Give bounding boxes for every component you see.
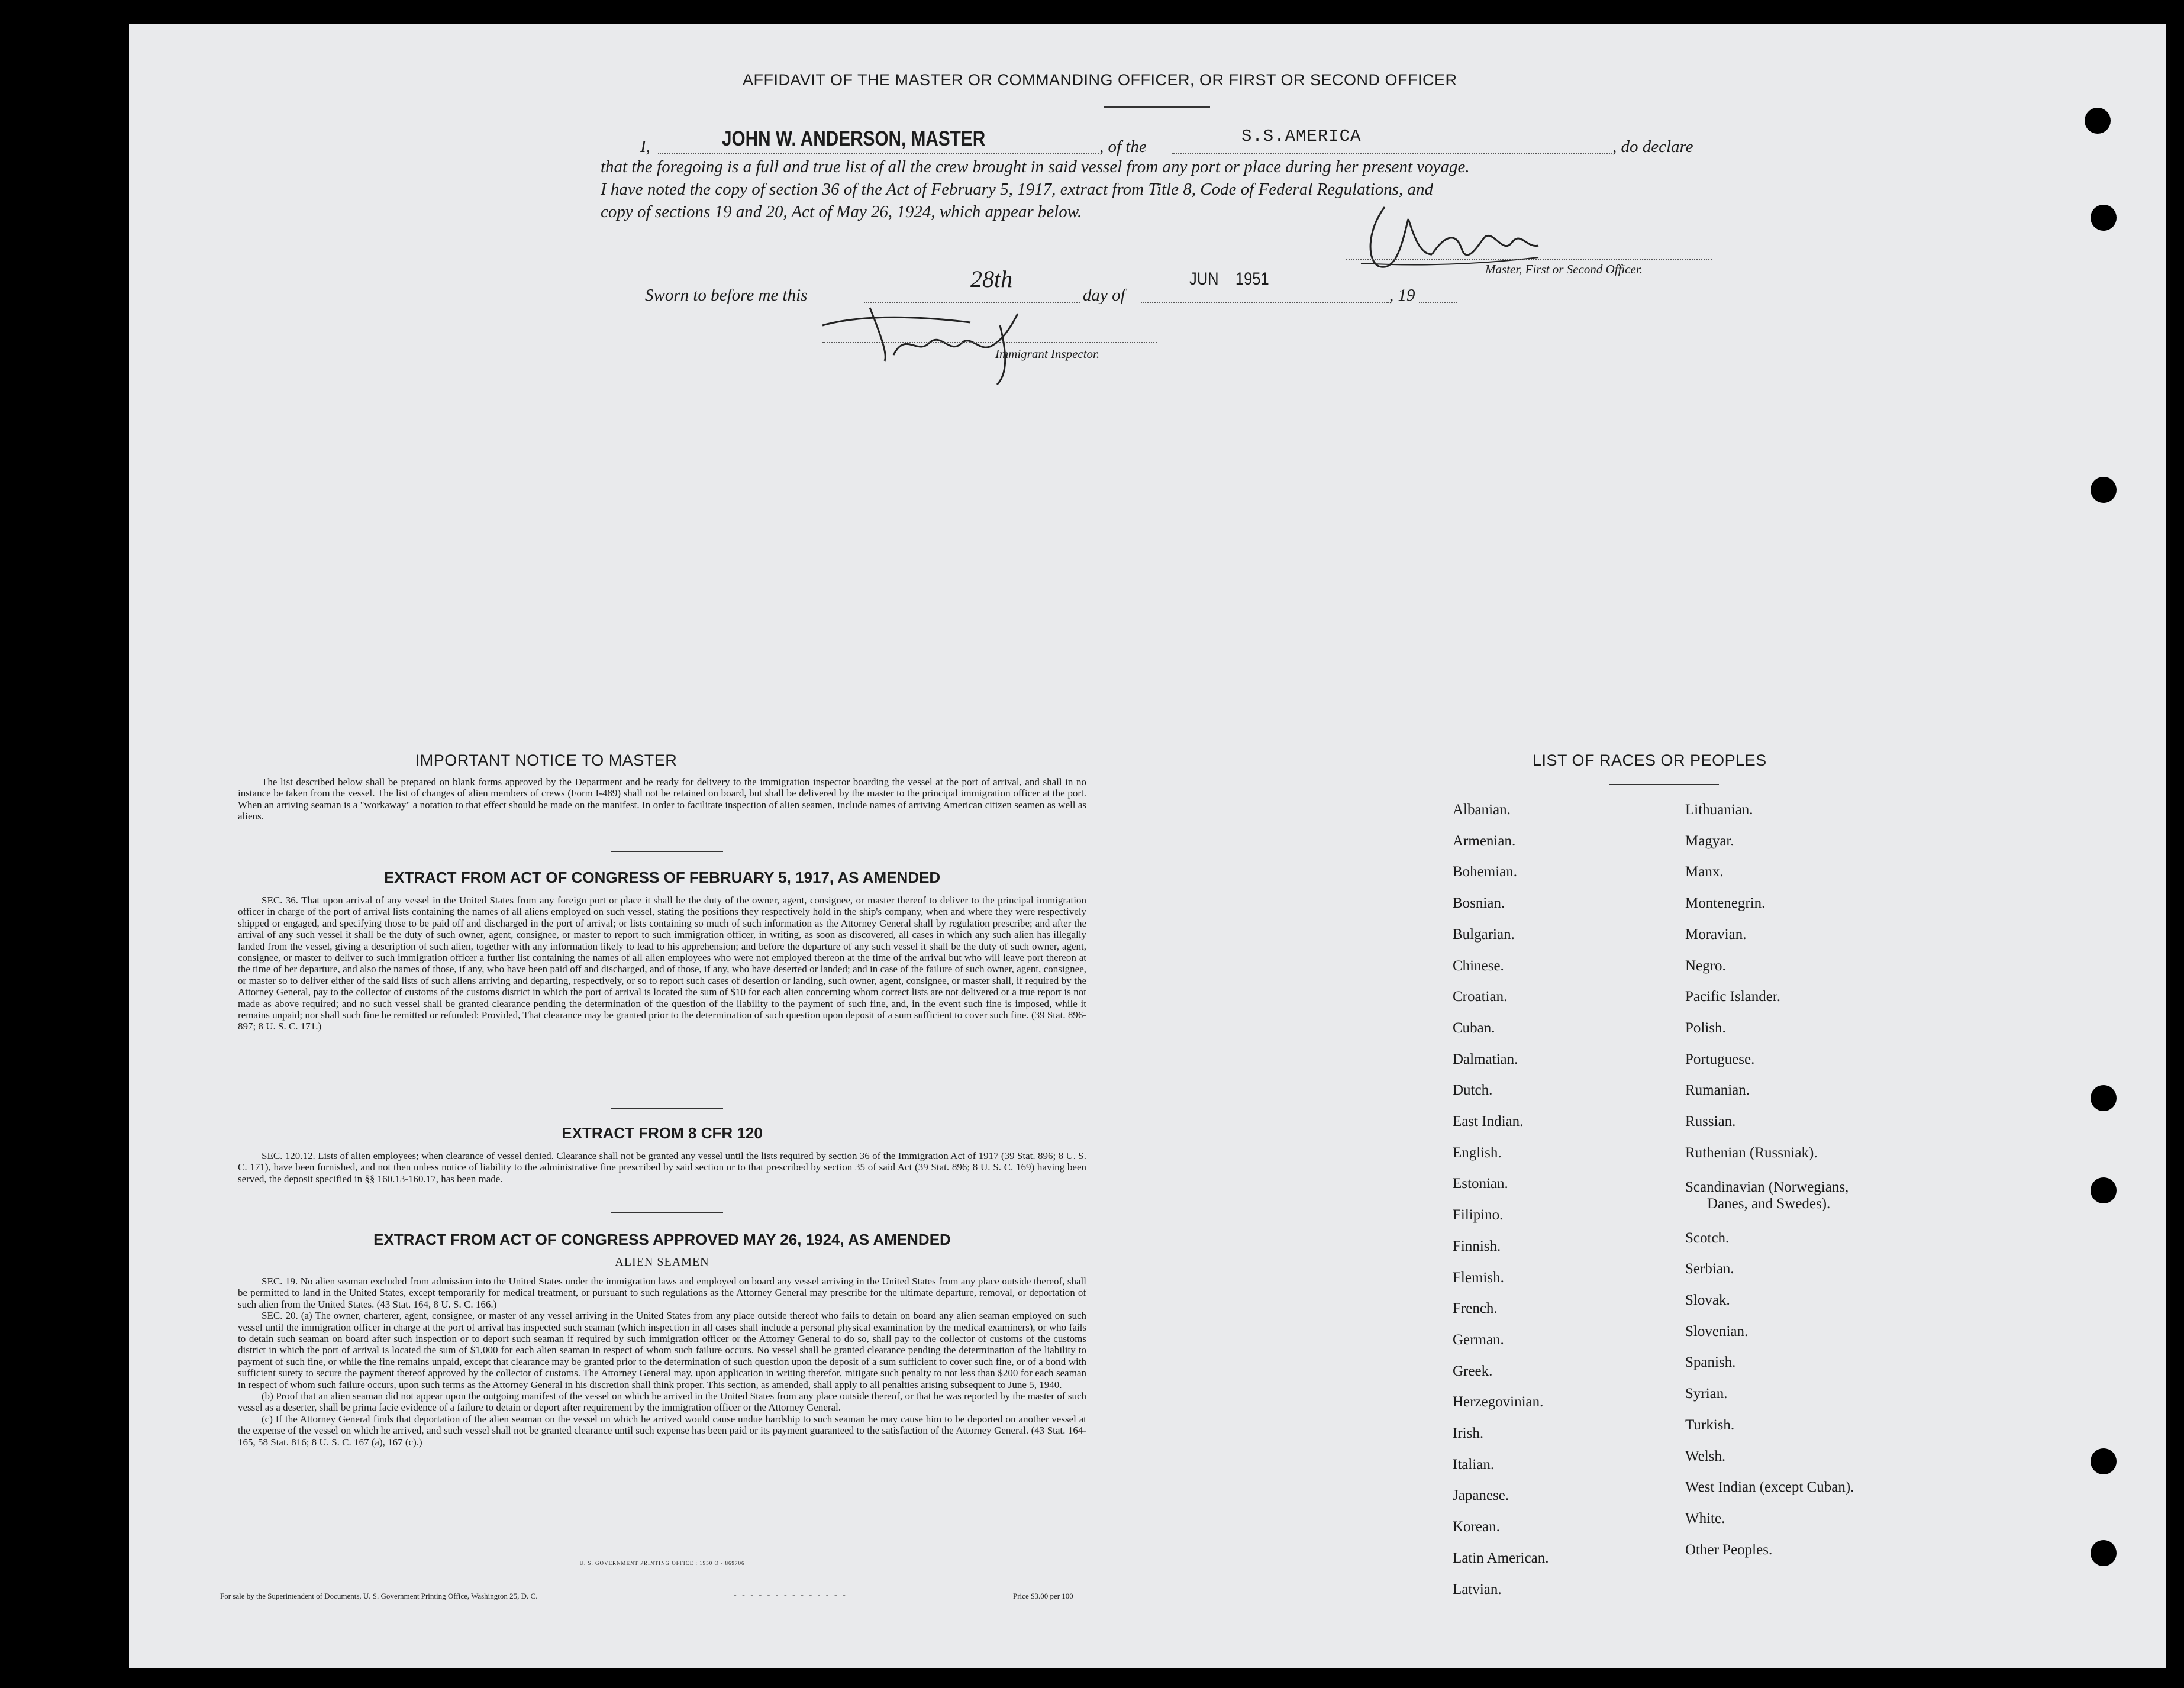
race-item: Filipino. [1453,1207,1504,1223]
notice-text [238,776,1086,822]
alien-seamen-subtitle: ALIEN SEAMEN [615,1255,709,1269]
race-item: Turkish. [1685,1417,1735,1433]
divider [611,851,723,852]
footer-sale-text: For sale by the Superintendent of Documents, U. S. Government Printing Office, Washington 25, D. C. [220,1592,538,1600]
binder-hole [2091,1177,2117,1203]
race-item: Montenegrin. [1685,895,1766,911]
vessel-name: S.S.AMERICA [1241,127,1362,146]
extract-cfr-paragraph: SEC. 120.12. Lists of alien employees; when clearance of vessel denied. Clearance shall not be granted any vessel until the lists required by section 36 of the Immigration Act of 1917 (39 Stat. 896; 8 U. S. C. 171), have been furnished, and not then unless notice of liability to the administrative fine prescribed by said section or to that prescribed by section 35 of said Act (39 Stat. 896; 8 U. S. C. 169) having been served, the deposit specified in §§ 160.13-160.17, has been made. [238,1150,1086,1184]
master-caption: Master, First or Second Officer. [1485,262,1643,276]
race-item: Finnish. [1453,1238,1501,1254]
inspector-signature [817,290,1089,390]
race-item: Serbian. [1685,1261,1734,1277]
extract-cfr-title: EXTRACT FROM 8 CFR 120 [562,1124,763,1142]
race-item: Irish. [1453,1425,1484,1441]
race-item: Russian. [1685,1114,1736,1129]
master-name: JOHN W. ANDERSON, MASTER [722,127,986,150]
binder-hole [2091,1085,2117,1111]
extract-1917-title: EXTRACT FROM ACT OF CONGRESS OF FEBRUARY 5, 1917, AS AMENDED [383,869,941,886]
extract-1917-paragraph: SEC. 36. That upon arrival of any vessel in the United States from any foreign port or place it shall be the duty of the owner, agent, consignee, or master thereof to deliver to the principal immigration officer in charge of the port of arrival lists containing the names of all aliens employed on such vessel, stating the positions they respectively hold in the ship's company, when and where they were respectively shipped or engaged, and specifying those to be paid off and discharged in the port of arrival; or lists containing so much of such information as the Attorney General shall by regulation prescribe; and after the arrival of any such vessel it shall be the duty of such owner, agent, consignee, or master to report to such immigration officer, in writing, as soon as discovered, all cases in which any such alien has illegally landed from the vessel, giving a description of such alien, together with any information likely to lead to his apprehension; and before the departure of any such vessel it shall be the duty of such owner, agent, consignee, or master to deliver to such immigration officer a further list containing the names of all alien employees who were not employed thereon at the time of the arrival but who will leave port thereon at the time of her departure, and also the names of those, if any, who have been paid off and discharged, and of those, if any, who have deserted or landed; and in case of the failure of such owner, agent, consignee, or master so to deliver either of the said lists of such aliens arriving and departing, respectively, or so to report such cases of desertion or landing, such owner, agent, consignee, or master shall, if required by the Attorney General, pay to the collector of customs of the customs district in which the port of arrival is located the sum of $10 for each alien concerning whom correct lists are not delivered or a true report is not made as above required; and no such vessel shall be granted clearance pending the determination of the question of the liability to the payment of such fine, and, in the event such fine is imposed, while it remains unpaid; nor shall such fine be remitted or refunded: Provided, That clearance may be granted prior to the determination of such question upon deposit of a sum sufficient to cover such fine. (39 Stat. 896-897; 8 U. S. C. 171.) [238,895,1086,1032]
race-item: Bulgarian. [1453,927,1515,943]
race-item: French. [1453,1300,1498,1316]
race-item: Spanish. [1685,1354,1736,1370]
race-item: Scandinavian (Norwegians, [1685,1179,1849,1195]
do-declare-label: , do declare [1612,137,1693,156]
divider [611,1212,723,1213]
race-item: English. [1453,1145,1502,1161]
extract-1924-title: EXTRACT FROM ACT OF CONGRESS APPROVED MAY 26, 1924, AS AMENDED [373,1231,951,1248]
race-item: Estonian. [1453,1176,1508,1192]
race-item: Danes, and Swedes). [1707,1196,1831,1212]
affidavit-line-2: that the foregoing is a full and true list of all the crew brought in said vessel from any port or place during her present voyage. [601,157,1470,176]
race-item: Dalmatian. [1453,1051,1518,1067]
race-item: Moravian. [1685,927,1747,943]
extract-1924-text [238,1276,1086,1448]
affidavit-title: AFFIDAVIT OF THE MASTER OR COMMANDING OFFICER, OR FIRST OR SECOND OFFICER [743,71,1457,89]
race-item: Flemish. [1453,1270,1504,1286]
race-item: Portuguese. [1685,1051,1755,1067]
sworn-label: Sworn to before me this [645,286,808,305]
race-item: Other Peoples. [1685,1542,1773,1558]
race-item: Pacific Islander. [1685,989,1781,1005]
extract-cfr-text [238,1150,1086,1184]
binder-hole [2085,108,2111,134]
affidavit-i: I, [640,137,650,156]
race-item: Chinese. [1453,958,1504,974]
race-item: Scotch. [1685,1230,1730,1246]
race-item: Polish. [1685,1020,1726,1036]
race-item: German. [1453,1332,1504,1348]
race-item: Slovak. [1685,1292,1730,1308]
binder-hole [2091,1448,2117,1474]
binder-hole [2091,205,2117,231]
race-item: Japanese. [1453,1487,1509,1503]
divider [1104,106,1210,108]
notice-title: IMPORTANT NOTICE TO MASTER [415,751,678,769]
race-item: Croatian. [1453,989,1508,1005]
year-line [1419,302,1457,303]
race-item: Bosnian. [1453,895,1505,911]
affidavit-line-3: I have noted the copy of section 36 of the Act of February 5, 1917, extract from Title 8, Code of Federal Regulations, and [601,180,1434,199]
printing-office-line: U. S. GOVERNMENT PRINTING OFFICE : 1950 O - 869706 [579,1560,745,1566]
date-stamp: JUN 1951 [1189,269,1269,289]
month-line [1141,302,1389,303]
race-item: Latin American. [1453,1550,1549,1566]
section-20b-paragraph: (b) Proof that an alien seaman did not appear upon the outgoing manifest of the vessel on which he arrived in the United States from any place outside thereof, or that he was reported by the master of such vessel as a deserter, shall be prima facie evidence of a failure to detain or deport after requirement by the immigration officer or the Attorney General. [238,1390,1086,1413]
section-19-paragraph: SEC. 19. No alien seaman excluded from admission into the United States under the immigration laws and employed on board any vessel arriving in the United States from any place outside thereof, shall be permitted to land in the United States, except temporarily for medical treatment, or pursuant to such regulations as the Attorney General may prescribe for the ultimate departure, removal, or deportation of such alien from the United States. (43 Stat. 164, 8 U. S. C. 166.) [238,1276,1086,1310]
race-item: Rumanian. [1685,1082,1750,1098]
race-item: Manx. [1685,864,1724,880]
race-item: Syrian. [1685,1386,1728,1402]
race-item: East Indian. [1453,1114,1524,1129]
race-item: West Indian (except Cuban). [1685,1479,1854,1495]
footer-dots: - - - - - - - - - - - - - - [734,1590,847,1599]
master-signature-line [1346,259,1712,260]
divider [1609,784,1719,785]
race-item: Welsh. [1685,1448,1726,1464]
race-item: Dutch. [1453,1082,1493,1098]
race-item: Korean. [1453,1519,1500,1535]
year-label: , 19 [1389,286,1415,305]
section-20a-paragraph: SEC. 20. (a) The owner, charterer, agent, consignee, or master of any vessel arriving in the United States from any place outside thereof who fails to detain on board any alien seaman employed on such vessel until the immigration officer in charge at the port of arrival has inspected such seaman (which inspection in all cases shall include a personal physical examination by the medical examiners), or who fails to detain such seaman on board after such inspection or to deport such seaman if required by such immigration officer or the Attorney General to do so, shall pay to the collector of customs of the customs district in which the port of arrival is located the sum of $1,000 for each alien seaman in respect of whom such failure occurs. No vessel shall be granted clearance pending the determination of the liability to payment of such fine, or while the fine remains unpaid, except that clearance may be granted prior to the determination of such question upon the deposit of a sum sufficient to cover such fine, or of a bond with sufficient surety to secure the payment thereof approved by the collector of customs. The Attorney General may, upon application in writing therefor, mitigate such penalty to not less than $200 for each seaman in respect of whom such failure occurs, upon such terms as the Attorney General in his discretion shall think proper. This section, as amended, shall apply to all penalties arising subsequent to June 5, 1940. [238,1310,1086,1390]
inspector-caption: Immigrant Inspector. [995,347,1100,361]
race-item: Italian. [1453,1457,1495,1473]
vessel-line [1172,153,1612,154]
divider [611,1108,723,1109]
day-value: 28th [970,266,1013,292]
race-item: Negro. [1685,958,1726,974]
name-line [658,153,1099,154]
race-item: Slovenian. [1685,1324,1749,1340]
race-item: White. [1685,1511,1725,1526]
race-item: Greek. [1453,1363,1493,1379]
inspector-signature-line [822,342,1157,343]
notice-paragraph: The list described below shall be prepared on blank forms approved by the Department and be ready for delivery to the immigration inspector boarding the vessel at the port of arrival, and shall in no instance be taken from the vessel. The list of changes of alien members of crews (Form I-489) shall not be retained on board, but shall be delivered by the master to the principal immigration officer at the port. When an arriving seaman is a "workaway" a notation to that effect should be made on the manifest. In order to facilitate inspection of alien seamen, include names of arriving American citizen seamen as well as aliens. [238,776,1086,822]
race-item: Bohemian. [1453,864,1518,880]
race-item: Herzegovinian. [1453,1394,1544,1410]
binder-hole [2091,1540,2117,1566]
binder-hole [2091,477,2117,503]
race-item: Cuban. [1453,1020,1495,1036]
affidavit-line-4: copy of sections 19 and 20, Act of May 26, 1924, which appear below. [601,202,1082,221]
race-item: Magyar. [1685,833,1734,849]
of-the-label: , of the [1099,137,1147,156]
race-item: Lithuanian. [1685,802,1753,818]
race-item: Albanian. [1453,802,1511,818]
race-item: Armenian. [1453,833,1516,849]
races-title: LIST OF RACES OR PEOPLES [1533,751,1767,769]
day-of-label: day of [1083,286,1125,305]
race-item: Latvian. [1453,1582,1502,1597]
section-20c-paragraph: (c) If the Attorney General finds that deportation of the alien seaman on the vessel on which he arrived would cause undue hardship to such seaman he may cause him to be deported on another vessel at the expense of the vessel on which he arrived, and such vessel shall not be granted clearance until such expense has been paid or its payment guaranteed to the satisfaction of the Attorney General. (43 Stat. 164-165, 58 Stat. 816; 8 U. S. C. 167 (a), 167 (c).) [238,1413,1086,1448]
race-item: Ruthenian (Russniak). [1685,1145,1818,1161]
footer-price: Price $3.00 per 100 [1013,1592,1073,1600]
extract-1917-text [238,895,1086,1032]
